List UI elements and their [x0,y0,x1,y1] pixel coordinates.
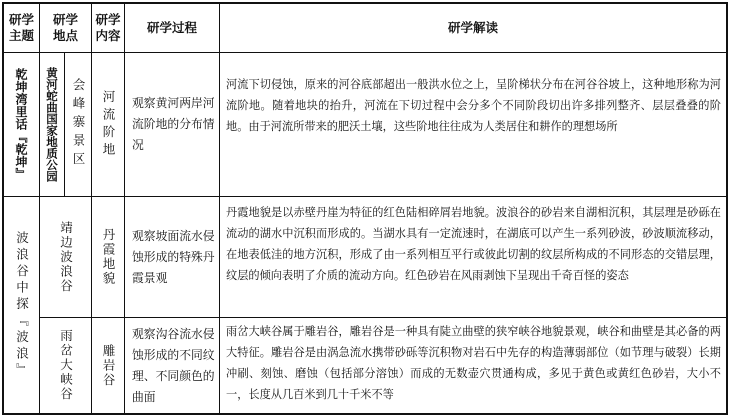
reading-cell: 河流下切侵蚀，原来的河谷底部超出一般洪水位之上，呈阶梯状分布在河谷谷坡上，这种地形称为河流阶地。随着地块的抬升，河流在下切过程中会分多个不同阶段切出许多排列整齐、层层叠叠的阶地。由于河流所带来的肥沃土壤，这些阶地往往成为人类居住和耕作的理想场所 [226,78,721,133]
reading-cell: 丹霞地貌是以赤壁丹崖为特征的红色陆相碎屑岩地貌。波浪谷的砂岩来自湖相沉积，其层理是砂砾在流动的湖水中沉积而形成的。当湖水具有一定流速时，在湖底可以产生一系列砂波，砂波顺流移动，在地表低洼的地方沉积，形成了由一系列相互平行或彼此切割的纹层所构成的不同形态的交错层理，纹层的倾向表明了介质的流动方向。红色砂岩在风雨剥蚀下呈现出千奇百怪的姿态 [226,206,721,282]
header-process: 研学过程 [146,20,197,35]
theme-cell: 波浪谷中探『波浪』 [14,230,30,380]
content-cell: 河流阶地 [101,89,116,160]
table-border-bottom [2,413,728,415]
header-content: 研学内容 [95,12,121,43]
location-cell: 雨岔大峡谷 [58,329,74,402]
location-cell: 靖边波浪谷 [58,220,74,294]
location-cell: 黄河蛇曲国家地质公园 [45,67,59,182]
process-cell: 观察沟谷流水侵蚀形成的不同纹理、不同颜色的曲面 [132,326,215,404]
header-location: 研学地点 [52,12,78,43]
content-cell: 雕岩谷 [101,343,116,388]
reading-cell: 雨岔大峡谷属于雕岩谷，雕岩谷是一种具有陡立曲壁的狭窄峡谷地貌景观，峡谷和曲壁是其必备的两大特征。雕岩谷是由涡急流水携带砂砾等沉积物对岩石中先存的构造薄弱部位（如节理与破裂）长期冲刷、刻蚀、磨蚀（包括部分溶蚀）而成的无数壶穴贯通构成，多见于黄色或黄红色砂岩，大小不一，长度从几百米到几十千米不等 [226,325,721,401]
location-cell: 会峰寨景区 [71,78,86,171]
theme-cell: 乾坤湾里话『乾坤』 [14,68,28,181]
process-cell: 观察黄河两岸河流阶地的分布情况 [132,96,215,152]
header-reading: 研学解读 [447,20,498,35]
header-theme: 研学主题 [8,12,34,43]
table-border-right [726,2,728,415]
process-cell: 观察坡面流水侵蚀形成的特殊丹霞景观 [132,228,215,285]
content-cell: 丹霞地貌 [101,228,116,286]
